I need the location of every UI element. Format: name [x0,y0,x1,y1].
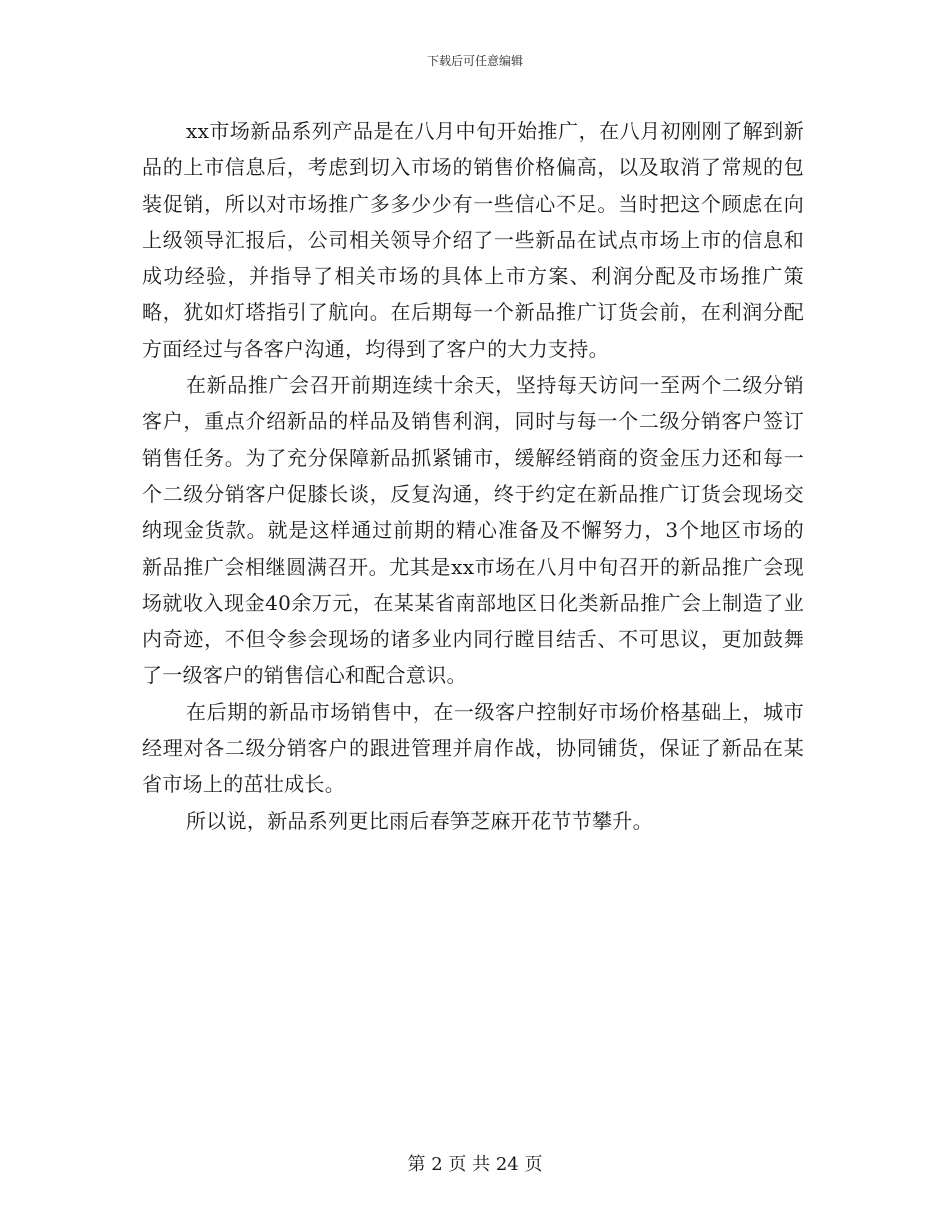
page-number: 第 2 页 共 24 页 [407,1154,543,1175]
paragraph: 在后期的新品市场销售中，在一级客户控制好市场价格基础上，城市经理对各二级分销客户的跟进管理并肩作战，协同铺货，保证了新品在某省市场上的茁壮成长。 [142,699,804,797]
paragraph: xx市场新品系列产品是在八月中旬开始推广，在八月初刚刚了解到新品的上市信息后，考虑到切入市场的销售价格偏高，以及取消了常规的包装促销，所以对市场推广多多少少有一些信心不足。当时把这个顾虑在向上级领导汇报后，公司相关领导介绍了一些新品在试点市场上市的信息和成功经验，并指导了相关市场的具体上市方案、利润分配及市场推广策略，犹如灯塔指引了航向。在后期每一个新品推广订货会前，在利润分配方面经过与各客户沟通，均得到了客户的大力支持。 [142,119,804,361]
paragraph: 在新品推广会召开前期连续十余天，坚持每天访问一至两个二级分销客户，重点介绍新品的样品及销售利润，同时与每一个二级分销客户签订销售任务。为了充分保障新品抓紧铺市，缓解经销商的资金压力还和每一个二级分销客户促膝长谈，反复沟通，终于约定在新品推广订货会现场交纳现金货款。就是这样通过前期的精心准备及不懈努力，3个地区市场的新品推广会相继圆满召开。尤其是xx市场在八月中旬召开的新品推广会现场就收入现金40余万元，在某某省南部地区日化类新品推广会上制造了业内奇迹，不但令参会现场的诸多业内同行瞠目结舌、不可思议，更加鼓舞了一级客户的销售信心和配合意识。 [142,373,804,688]
paragraph: 所以说，新品系列更比雨后春笋芝麻开花节节攀升。 [186,808,653,833]
page-footer [0,1154,950,1176]
document-body [142,113,804,839]
page-header: 下载后可任意编辑 [426,54,523,68]
